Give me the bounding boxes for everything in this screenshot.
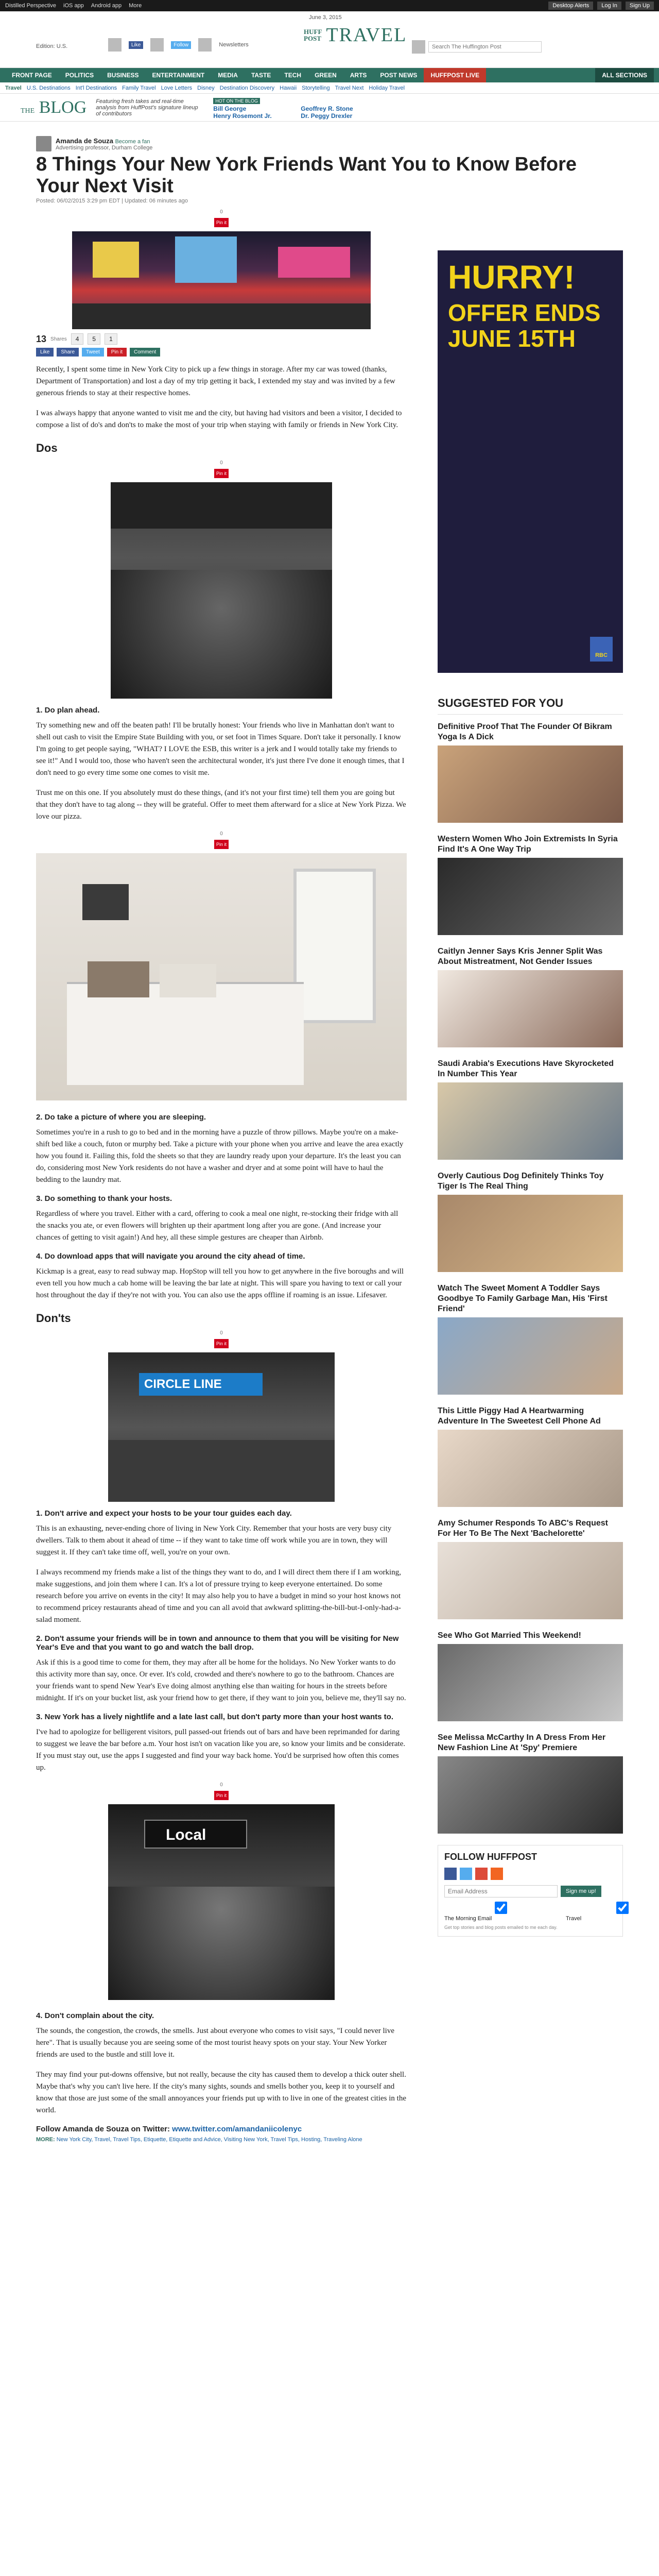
facebook-like-button[interactable]: Like (129, 41, 143, 49)
post-timestamp: Posted: 06/02/2015 3:29 pm EDT | Updated: 06 minutes ago (36, 198, 188, 204)
twitter-follow-line (36, 2125, 407, 2133)
topbar-link-android[interactable]: Android app (91, 3, 122, 9)
subway-circle-line-image (108, 1352, 335, 1502)
google-plus-icon[interactable] (475, 1868, 488, 1880)
paragraph: Sometimes you're in a rush to go to bed and in the morning have a puzzle of throw pillows. Maybe you're on a make-shift bed like a couch, futon or murphy bed. Take a picture with your phone when you arrive and leave the area exactly how you found it. Failing this, fold the sheets so that they are laundry ready upon your departure. It's the least you can do, considering most New York residents do not have a washer and dryer and at some point will have to haul the bedding to the laundry mat. (36, 1128, 404, 1184)
travel-option[interactable] (566, 1902, 659, 1922)
suggested-item[interactable] (438, 722, 623, 823)
pin-it-button[interactable]: Pin it (214, 218, 229, 227)
social-buttons (108, 38, 249, 52)
subnav-item[interactable]: Storytelling (302, 84, 330, 91)
facebook-share-button[interactable]: Share (57, 348, 79, 357)
share-count: 0 (220, 209, 223, 215)
nav-tech[interactable]: TECH (284, 72, 302, 79)
subnav-travel[interactable]: Travel (5, 84, 22, 91)
pinterest-share-count: 1 (105, 333, 117, 345)
section-heading-donts: Don'ts (36, 1312, 71, 1325)
suggested-thumbnail[interactable] (438, 1644, 623, 1721)
facebook-icon[interactable] (444, 1868, 457, 1880)
paragraph: Trust me on this one. If you absolutely must do these things, (and it's not your first time) tell them you are going but that they don't have to tag along -- they will be grateful. Offer to meet them afterward for a slice at New York Pizza. We love our pizza. (36, 789, 406, 821)
main-nav (0, 68, 659, 82)
paragraph: Regardless of where you travel. Either with a card, offering to cook a meal one night, re-stocking their fridge with all the snacks you ate, or even flowers will brighten up their apartment long after you are gone. (And increase your chances of getting to visit again!) And hey, all these simple gestures are cheaper than Airbnb. (36, 1210, 398, 1242)
local-sign: Local (144, 1820, 247, 1849)
follow-huffpost-title: FOLLOW HUFFPOST (444, 1852, 537, 1862)
shares-count: 13 (36, 333, 47, 344)
become-fan-link[interactable]: Become a fan (115, 138, 150, 145)
share-stats (36, 333, 407, 345)
follow-social-icons (444, 1868, 616, 1880)
nav-huffpost-live[interactable]: HUFFPOST LIVE (424, 68, 486, 82)
bedroom-image (36, 853, 407, 1100)
topbar-link-ios[interactable]: iOS app (63, 3, 84, 9)
blog-bar (0, 94, 659, 122)
circle-line-sign: CIRCLE LINE (139, 1373, 263, 1396)
suggested-thumbnail[interactable] (438, 970, 623, 1047)
paragraph: I've had to apologize for belligerent visitors, pull passed-out friends out of bars and have been reprimanded for daring to suggest we leave the bar before a.m. Your host isn't on vacation like you are, so know your limits and be considerate. If you must stay out, use the apps I suggested and find your way back home. You'd be surprised how often this comes up. (36, 1728, 406, 1772)
desktop-alerts-button[interactable]: Desktop Alerts (548, 2, 593, 10)
travel-label: Travel (566, 1916, 582, 1922)
subnav-item[interactable]: Love Letters (161, 84, 193, 91)
crowd-shape (108, 1887, 335, 2000)
masthead (0, 11, 659, 68)
page-title: 8 Things Your New York Friends Want You to Know Before Your Next Visit (36, 154, 577, 197)
nav-arts[interactable]: ARTS (350, 72, 367, 79)
blog-logo-the: THE (21, 107, 35, 115)
frame-shape (82, 884, 129, 920)
nav-front-page[interactable]: FRONT PAGE (12, 72, 52, 79)
facebook-share-count: 4 (71, 333, 84, 345)
travel-checkbox[interactable] (566, 1902, 659, 1914)
suggested-item[interactable] (438, 1283, 623, 1395)
suggested-item[interactable] (438, 1406, 623, 1507)
suggested-item[interactable] (438, 1518, 623, 1619)
twitter-profile-link[interactable]: www.twitter.com/amandaniicolenyc (172, 2125, 302, 2133)
avatar[interactable] (36, 136, 51, 151)
hot-blogger-link[interactable]: Dr. Peggy Drexler (301, 112, 353, 120)
pillow-shape (160, 964, 216, 997)
ad-subheadline: OFFER ENDS JUNE 15TH (448, 299, 601, 352)
pillow-shape (88, 961, 149, 997)
logo-bottom: POST (304, 35, 321, 42)
ad-headline: HURRY! (448, 259, 575, 296)
subnav-item[interactable]: U.S. Destinations (26, 84, 71, 91)
suggested-item[interactable] (438, 1631, 623, 1721)
crowd-shape (111, 570, 332, 699)
pin-it-button[interactable]: Pin it (214, 1791, 229, 1800)
search-area (412, 40, 542, 54)
suggested-item[interactable] (438, 1733, 623, 1834)
tag-links[interactable]: New York City, Travel, Travel Tips, Etiquette, Etiquette and Advice, Visiting New York, Travel Tips, Hosting, Traveling Alone (56, 2137, 362, 2143)
subheading: 1. Do plan ahead. (36, 706, 100, 715)
signup-submit-button[interactable]: Sign me up! (561, 1886, 601, 1897)
suggested-thumbnail[interactable] (438, 858, 623, 935)
suggested-headline[interactable]: See Who Got Married This Weekend! (438, 1631, 581, 1640)
facebook-icon[interactable] (108, 38, 122, 52)
rbc-advertisement[interactable] (438, 250, 623, 673)
hot-blogger-link[interactable]: Geoffrey R. Stone (301, 105, 353, 112)
subnav-item[interactable]: Int'l Destinations (75, 84, 117, 91)
subheading: 3. New York has a lively nightlife and a late last call, but don't party more than your host wants to. (36, 1713, 393, 1721)
subnav-item[interactable]: Family Travel (122, 84, 156, 91)
subheading: 4. Do download apps that will navigate you around the city ahead of time. (36, 1252, 305, 1261)
newsletter-icon[interactable] (198, 38, 212, 52)
masthead-date: June 3, 2015 (309, 14, 342, 21)
share-count: 0 (220, 460, 223, 466)
more-label: MORE: (36, 2137, 55, 2143)
share-count: 0 (220, 831, 223, 837)
billboard-shape (278, 247, 350, 278)
billboard-shape (93, 242, 139, 278)
author-name[interactable]: Amanda de Souza (56, 137, 113, 145)
suggested-thumbnail[interactable] (438, 745, 623, 823)
nav-entertainment[interactable]: ENTERTAINMENT (152, 72, 205, 79)
share-count: 0 (220, 1782, 223, 1788)
paragraph: Try something new and off the beaten path! I'll be brutally honest: Your friends who live in Manhattan don't want to shell out cash to visit the Empire State Building with you, or set foot in Times Square. Don't take it personally. I know I'm going to get people saying, "WHAT? I LOVE the ESB, this writer is a jerk and I would totally take my friends to see it!" And I would too, those who haven't seen the architectural wonder, it's just there I've done it enough times, that I don't need to go every time some one comes to visit me. (36, 721, 405, 777)
suggested-headline[interactable]: This Little Piggy Had A Heartwarming Adventure In The Sweetest Cell Phone Ad (438, 1406, 601, 1426)
morning-email-checkbox[interactable] (444, 1902, 558, 1914)
subheading: 2. Don't assume your friends will be in town and announce to them that you will be visiting for New Year's Eve and that you want to go and watch the ball drop. (36, 1634, 399, 1652)
pin-it-button[interactable]: Pin it (214, 1339, 229, 1348)
suggested-item[interactable] (438, 946, 623, 1047)
newsletters-link[interactable]: Newsletters (219, 42, 249, 48)
paragraph: I always recommend my friends make a list of the things they want to do, and I will direct them there if I am working, make suggestions, and join them where I can. It's a lot of pressure trying to keep everyone entertained. Do some research before you arrive on events in the city! It may also help you to have a budget in mind so your host knows not to recommend pricey restaurants ahead of time and you can all avoid that awkward splitting-the-bill-but-I-only-had-a-salad moment. (36, 1568, 401, 1624)
morning-email-label: The Morning Email (444, 1916, 492, 1922)
suggested-headline[interactable]: Caitlyn Jenner Says Kris Jenner Split Was About Mistreatment, Not Gender Issues (438, 947, 603, 966)
billboard-shape (175, 236, 237, 283)
crowd-shape (108, 1440, 335, 1502)
suggested-thumbnail[interactable] (438, 1542, 623, 1619)
nav-business[interactable]: BUSINESS (107, 72, 139, 79)
twitter-follow-button[interactable]: Follow (171, 41, 191, 49)
suggested-headline[interactable]: Saudi Arabia's Executions Have Skyrocketed In Number This Year (438, 1059, 614, 1078)
comment-button[interactable]: Comment (130, 348, 160, 357)
suggested-headline[interactable]: Definitive Proof That The Founder Of Bikram Yoga Is A Dick (438, 722, 612, 741)
subheading: 4. Don't complain about the city. (36, 2011, 154, 2020)
nav-taste[interactable]: TASTE (251, 72, 271, 79)
blog-feature-text: Featuring fresh takes and real-time analysis from HuffPost's signature lineup of contributors (96, 98, 198, 117)
edition-selector[interactable]: Edition: U.S. (36, 43, 68, 49)
nav-politics[interactable]: POLITICS (65, 72, 94, 79)
morning-email-option[interactable] (444, 1902, 558, 1922)
shares-label: Shares (50, 336, 67, 342)
suggested-headline[interactable]: Overly Cautious Dog Definitely Thinks Toy Tiger Is The Real Thing (438, 1172, 604, 1191)
author-role: Advertising professor, Durham College (56, 144, 153, 151)
hot-on-blog-label: HOT ON THE BLOG (213, 98, 260, 104)
twitter-icon[interactable] (150, 38, 164, 52)
nav-media[interactable]: MEDIA (218, 72, 238, 79)
suggested-thumbnail[interactable] (438, 1195, 623, 1272)
search-input[interactable] (428, 41, 542, 53)
paragraph: The sounds, the congestion, the crowds, the smells. Just about everyone who comes to visit says, "I could never live here". That is usually because you are seeing some of the most tourist heavy spots on your stay. Your New Yorker friends are used to the bustle and still love it. (36, 2027, 394, 2059)
email-field[interactable] (444, 1885, 558, 1897)
subnav-item[interactable]: Destination Discovery (219, 84, 275, 91)
paragraph: They may find your put-downs offensive, but not really, because the city has caused them to develop a thick outer shell. Maybe that's why you can't live here. If the city's many sights, sounds and smells bother you, keep it to yourself and know that those are just some of the small annoyances your friends put up with to live in one of the greatest cities in the world. (36, 2071, 406, 2114)
author-byline (36, 136, 152, 151)
suggested-thumbnail[interactable] (438, 1430, 623, 1507)
twitter-follow-prefix: Follow Amanda de Souza on Twitter: (36, 2125, 172, 2133)
pin-it-button[interactable]: Pin it (107, 348, 127, 357)
topbar-link-more[interactable]: More (129, 3, 142, 9)
suggested-headline[interactable]: See Melissa McCarthy In A Dress From Her New Fashion Line At 'Spy' Premiere (438, 1733, 606, 1752)
huffpost-travel-logo[interactable] (304, 24, 407, 46)
subnav-item[interactable]: Travel Next (335, 84, 364, 91)
paragraph: I was always happy that anyone wanted to visit me and the city, but having had visitors and been a visitor, I decided to compose a list of do's and don'ts to make the most of your trip when staying with family or friends in New York City. (36, 409, 402, 429)
twitter-icon[interactable] (460, 1868, 472, 1880)
facebook-like-button[interactable]: Like (36, 348, 54, 357)
twitter-share-count: 5 (88, 333, 100, 345)
subnav-item[interactable]: Hawaii (280, 84, 297, 91)
suggested-thumbnail[interactable] (438, 1756, 623, 1834)
follow-huffpost-box (438, 1845, 623, 1937)
suggested-headline[interactable]: Watch The Sweet Moment A Toddler Says Goodbye To Family Garbage Man, His 'First Friend' (438, 1284, 608, 1313)
subnav-item[interactable]: Holiday Travel (369, 84, 405, 91)
suggested-item[interactable] (438, 834, 623, 935)
share-count: 0 (220, 1330, 223, 1336)
subheading: 2. Do take a picture of where you are sleeping. (36, 1113, 206, 1122)
suggested-title: SUGGESTED FOR YOU (438, 697, 623, 715)
login-button[interactable]: Log In (597, 2, 621, 10)
nav-green[interactable]: GREEN (315, 72, 337, 79)
paragraph: Ask if this is a good time to come for them, they may after all be home for the holidays. No New Yorker wants to do this activity more than say, once. Or ever. It's cold, crowded and there's nowhere to go to the bathroom. Chances are your friends want to spend New Year's Eve doing almost anything else than waiting for hours in the streets before midnight. If it's on your bucket list, ask your friend how to get there, if they want to join you, believe me, they'll say no. (36, 1658, 406, 1702)
window-shape (293, 869, 376, 1023)
pin-it-button[interactable]: Pin it (214, 469, 229, 478)
nav-post-news[interactable]: POST NEWS (380, 72, 418, 79)
subnav-item[interactable]: Disney (197, 84, 215, 91)
subheading: 1. Don't arrive and expect your hosts to be your tour guides each day. (36, 1509, 292, 1518)
article-body (36, 209, 407, 2143)
crowded-station-image (111, 482, 332, 699)
tweet-button[interactable]: Tweet (82, 348, 104, 357)
signup-button[interactable]: Sign Up (626, 2, 654, 10)
more-tags (36, 2137, 407, 2143)
section-heading-dos: Dos (36, 442, 58, 454)
times-square-image (72, 231, 371, 329)
share-buttons (36, 348, 407, 357)
local-subway-image (108, 1804, 335, 2000)
suggested-headline[interactable]: Amy Schumer Responds To ABC's Request For Her To Be The Next 'Bachelorette' (438, 1519, 608, 1538)
topbar-link-distilled[interactable]: Distilled Perspective (5, 3, 57, 9)
hot-blogger-link[interactable]: Henry Rosemont Jr. (213, 112, 272, 120)
suggested-item[interactable] (438, 1059, 623, 1160)
bed-shape (67, 982, 304, 1085)
suggested-item[interactable] (438, 1171, 623, 1272)
subheading: 3. Do something to thank your hosts. (36, 1194, 172, 1203)
suggested-thumbnail[interactable] (438, 1317, 623, 1395)
paragraph: This is an exhausting, never-ending chore of living in New York City. Remember that your hosts are very busy city dwellers. Talk to them about it ahead of time -- if they want to take time off work while you are in town, they will suggest it. If they can't take time off, well, you're on your own. (36, 1524, 392, 1556)
search-icon[interactable] (412, 40, 425, 54)
the-blog-logo[interactable] (21, 98, 86, 117)
ceiling-shape (111, 482, 332, 529)
newsletter-options (444, 1902, 616, 1922)
travel-subnav (0, 82, 659, 94)
hot-blogger-link[interactable]: Bill George (213, 105, 247, 112)
blog-logo-blog: BLOG (39, 97, 87, 117)
paragraph: Kickmap is a great, easy to read subway map. HopStop will tell you how to get anywhere in the five boroughs and will even tell you how much a cab home will be leaving the bar late at night. This will spare you having to text or call your host throughout the day if they're not with you. You can also use the apps offline if roaming is an issue. Lifesaver. (36, 1267, 404, 1299)
sidebar (438, 250, 623, 1937)
paragraph: Recently, I spent some time in New York City to pick up a few things in storage. After my car was towed (thanks, Department of Transportation) and lost a day of my trip getting it back, I extended my stay and was invited by a few generous friends to stay at their respective homes. (36, 365, 395, 397)
suggested-thumbnail[interactable] (438, 1082, 623, 1160)
rss-icon[interactable] (491, 1868, 503, 1880)
pin-it-button[interactable]: Pin it (214, 840, 229, 849)
signup-note: Get top stories and blog posts emailed to me each day. (444, 1925, 558, 1930)
suggested-headline[interactable]: Western Women Who Join Extremists In Syria Find It's A One Way Trip (438, 835, 618, 854)
top-utility-bar (0, 0, 659, 11)
logo-top: HUFF (304, 28, 322, 36)
crowd-shape (72, 303, 371, 329)
nav-all-sections[interactable]: ALL SECTIONS (595, 68, 654, 82)
rbc-logo: RBC (590, 637, 613, 662)
section-title: TRAVEL (326, 24, 407, 46)
